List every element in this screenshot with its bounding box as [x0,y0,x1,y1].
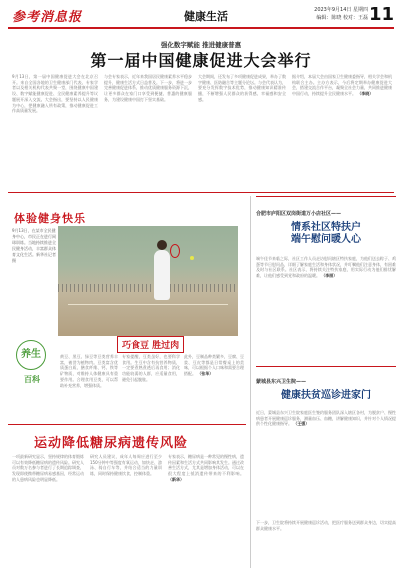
photo-caption: 9月13日，在某市全民健身中心，市民正在进行网球训练。当地持续推进全民健身活动，丰富群众体育文化生活。新华社记者 摄 [12,228,56,263]
photo-ball [190,256,194,260]
lower-byline: （新华） [168,476,184,482]
lower-column-1: 一项最新研究显示，坚持规律的体育锻炼可以有效降低糖尿病的遗传风险。研究人员对数万名参与者进行了长期追踪调查，发现即使携带糖尿病易感基因，经常运动的人患病风险也明显降低。 [12,454,84,482]
lower-column-3-text: 专家表示，糖尿病是一种常见的慢性病，遗传因素和生活方式共同影响其发生。通过改善生活方式，尤其是增加身体活动，可以在很大程度上抵消遗传带来的不利影响。 [168,454,244,477]
page-number: 11 [368,4,394,25]
photo-racket [170,244,180,258]
lead-column-3: 大会期间，还发布了多项健康促进成果，举办了数字健康、医防融合等主题分论坛。与会代表认为，要充分发挥数字技术优势，推动健康知识精准传播，不断增强人民群众的获得感、幸福感和安全感。 [198,74,286,102]
sidebar-2-kicker: 蒙城县东兴卫生院—— [256,379,307,385]
section-divider [8,192,394,193]
column-title: 巧食豆 胜过肉 [117,336,184,353]
masthead [0,0,402,38]
tennis-photo [58,226,238,336]
lead-column-4-text: 据介绍，本届大会由国家卫生健康委指导，相关学会和机构联合主办。主办方表示，今后将定期举办健康促进大会，搭建交流合作平台，凝聚全社会力量，共同推进健康中国行动，持续提升全民健康水平。 [292,74,392,97]
photo-net [58,284,238,292]
lead-kicker: 强化数字赋能 推进健康普惠 [160,41,242,49]
column-col-3 [184,354,244,420]
paper-name: 参考消息报 [12,10,83,25]
masthead-rule [8,27,394,29]
editor-credit: 编辑：陈晓 校对：王磊 [316,15,368,21]
column-badge [12,340,52,396]
sidebar-1-headline-line-2: 端午慰问暖人心 [291,234,361,245]
sidebar-2-byline: （王强） [293,421,310,427]
lead-column-2: 与会专家表示，近年来我国居民健康素养水平稳步提升，健康生活方式日益普及。下一步，将进一步完善健康促进体系，推动优质健康服务资源下沉，让更多群众在家门口享受到便捷、普惠的健康服务，为建设健康中国打下坚实基础。 [104,74,192,102]
sidebar-1-kicker: 合肥市庐阳区双岗街道万小店社区—— [256,211,342,217]
sidebar-2-headline: 健康扶贫巡诊进家门 [281,390,371,401]
sidebar-1-text: 端午佳节来临之际，社区工作人员走访慰问辖区特扶家庭，为他们送去粽子、鸡蛋等节日慰问品，详细了解家庭生活和身体状况，并叮嘱他们注意身体，有困难及时与社区联系。社区表示，将持续关注特扶家庭，用实际行动为他们排忧解难，让他们感受到党和政府的温暖。 [256,256,396,279]
lead-column-1: 9月13日，第一届中国健康促进大会在北京召开。来自全国各地的卫生健康部门代表、专家学者以及相关机构代表共聚一堂，围绕健康中国建设、数字赋能健康促进、全民健康素养提升等议题展开深入交流。大会指出，要坚持以人民健康为中心，把健康融入所有政策，推动健康促进工作高质量发展。 [12,74,98,114]
date-line [314,6,368,22]
leaf-icon: 养生 [16,340,46,370]
publish-date: 2023年9月14日 星期四 [314,7,368,13]
lead-byline: （李晓） [357,91,374,97]
lower-column-3 [168,454,244,566]
sidebar-1-byline: （李丽） [321,273,338,279]
column-byline: （张华） [197,371,214,377]
photo-player [154,250,170,300]
sidebar-2-rule [256,366,396,367]
photo-player-head [157,240,167,250]
sidebar-2-extra: 下一步，卫生院将持续开展健康巡诊活动，把医疗服务送到群众身边，切实提高群众健康水平。 [256,520,396,531]
sidebar-1-body [256,256,396,360]
section-title: 健康生活 [184,10,228,23]
lead-headline: 第一届中国健康促进大会举行 [90,51,312,70]
lower-column-2: 研究人员建议，成年人每周应进行至少150分钟中等强度有氧运动，如快走、游泳、骑自行车等，并结合适当的力量训练，同时保持健康饮食，控制体重。 [90,454,162,477]
sidebar-2-body [256,410,396,458]
badge-label: 百科 [24,375,40,384]
column-col-2: 专家提醒，豆类虽好，也要科学食用。生豆中含有抗营养物质，一定要煮熟煮透后再食用；消化功能较弱的人群，应适量食用，避免引起腹胀。 [122,354,180,382]
sidebar-2-text: 近日，蒙城县东兴卫生院家庭医生签约服务团队深入辖区各村，为脱贫户、慢性病患者开展健康巡诊服务，测量血压、血糖，讲解健康知识，并针对个人情况提供个性化健康指导。 [256,410,396,427]
column-col-1: 黄豆、黑豆、绿豆等豆类营养丰富，被誉为植物肉。豆类富含优质蛋白质、膳食纤维、钙、铁等矿物质，对维持人体健康具有重要作用。合理食用豆类，可以帮助补充营养，增强体质。 [60,354,118,388]
lower-divider [8,424,246,425]
lead-column-4 [292,74,392,186]
photo-story-title: 体验健身快乐 [14,212,86,225]
column-divider [250,196,251,568]
sidebar-1-rule [256,196,396,197]
lower-headline: 运动降低糖尿病遗传风险 [34,436,189,451]
column-col-3-text: 此外，豆制品种类繁多，豆腐、豆浆、豆皮等都是日常餐桌上的美味，可以根据个人口味和需要合理搭配。 [184,354,244,377]
sidebar-1-headline [256,222,396,246]
sidebar-1-headline-line-1: 情系社区特扶户 [291,222,361,233]
photo-court-line [68,304,228,305]
